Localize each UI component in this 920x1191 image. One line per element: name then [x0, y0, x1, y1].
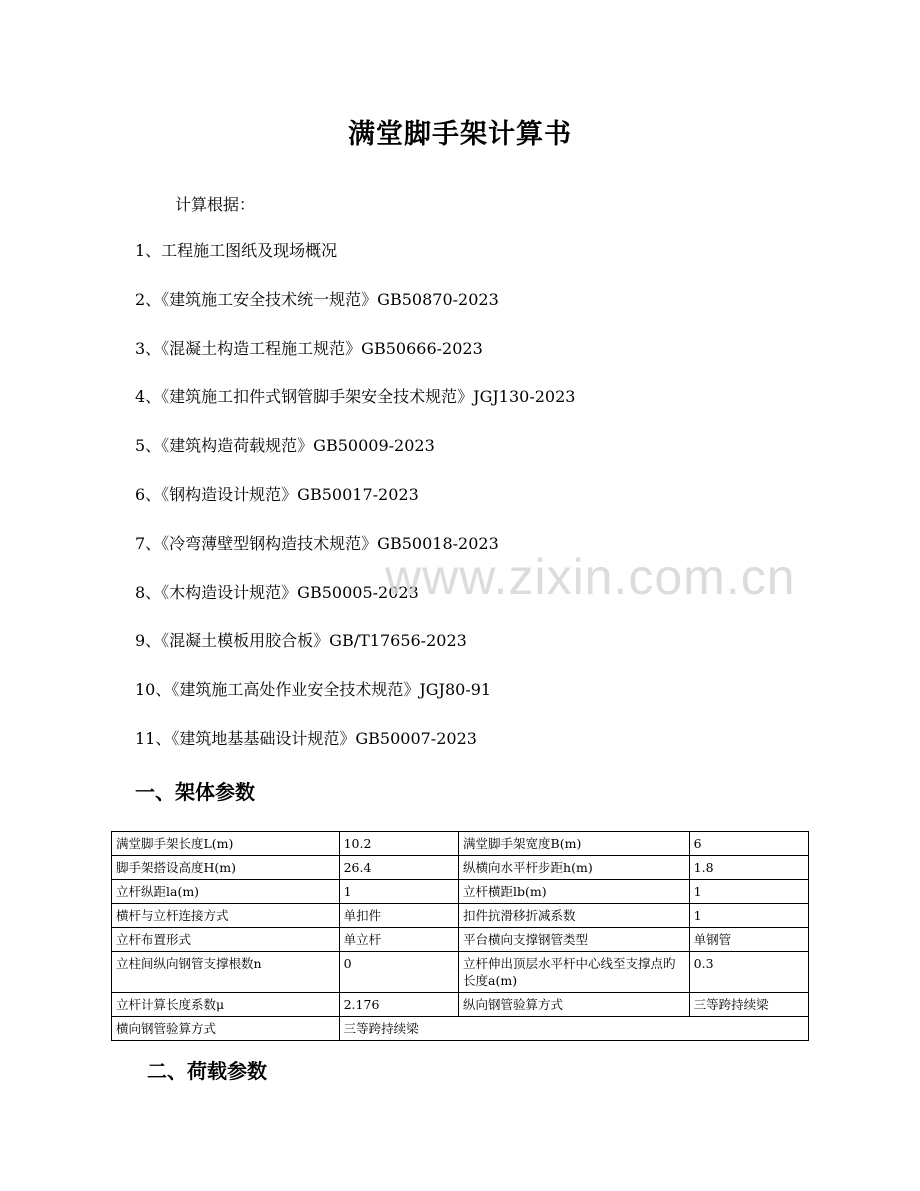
table-cell: 三等跨持续梁 — [339, 1017, 808, 1041]
section-heading-load-params: 二、荷载参数 — [147, 1059, 267, 1083]
table-row — [112, 856, 809, 880]
table-row — [112, 952, 809, 993]
table-cell: 满堂脚手架宽度B(m) — [459, 832, 690, 856]
table-cell: 扣件抗滑移折减系数 — [459, 904, 690, 928]
document-title: 满堂脚手架计算书 — [348, 119, 572, 150]
table-cell: 三等跨持续梁 — [689, 993, 808, 1017]
reference-item: 10、《建筑施工高处作业安全技术规范》JGJ80-91 — [135, 680, 492, 700]
table-cell: 立杆布置形式 — [112, 928, 340, 952]
table-cell: 6 — [689, 832, 808, 856]
table-cell: 立杆伸出顶层水平杆中心线至支撑点旳长度a(m) — [459, 952, 690, 993]
table-cell: 脚手架搭设高度H(m) — [112, 856, 340, 880]
reference-item: 4、《建筑施工扣件式钢管脚手架安全技术规范》JGJ130-2023 — [135, 387, 576, 407]
table-cell: 1 — [689, 880, 808, 904]
table-cell: 纵横向水平杆步距h(m) — [459, 856, 690, 880]
basis-label: 计算根据： — [175, 195, 256, 214]
table-cell: 单钢管 — [689, 928, 808, 952]
table-cell: 10.2 — [339, 832, 458, 856]
table-cell: 1 — [689, 904, 808, 928]
table-cell: 1.8 — [689, 856, 808, 880]
table-cell: 横向钢管验算方式 — [112, 1017, 340, 1041]
table-cell: 立柱间纵向钢管支撑根数n — [112, 952, 340, 993]
reference-item: 1、工程施工图纸及现场概况 — [135, 241, 338, 260]
reference-item: 5、《建筑构造荷载规范》GB50009-2023 — [135, 436, 435, 456]
table-row — [112, 993, 809, 1017]
table-cell: 0 — [339, 952, 458, 993]
reference-item: 3、《混凝土构造工程施工规范》GB50666-2023 — [135, 338, 483, 358]
frame-params-table — [111, 831, 809, 1041]
table-row — [112, 832, 809, 856]
table-cell: 单立杆 — [339, 928, 458, 952]
table-row — [112, 928, 809, 952]
table-cell: 26.4 — [339, 856, 458, 880]
table-cell: 1 — [339, 880, 458, 904]
table-cell: 2.176 — [339, 993, 458, 1017]
reference-list — [135, 240, 835, 777]
reference-item: 7、《冷弯薄壁型钢构造技术规范》GB50018-2023 — [135, 533, 499, 553]
table-cell: 纵向钢管验算方式 — [459, 993, 690, 1017]
table-cell: 立杆横距lb(m) — [459, 880, 690, 904]
table-cell: 平台横向支撑钢管类型 — [459, 928, 690, 952]
reference-item: 2、《建筑施工安全技术统一规范》GB50870-2023 — [135, 289, 499, 309]
table-cell: 横杆与立杆连接方式 — [112, 904, 340, 928]
table-cell: 立杆计算长度系数μ — [112, 993, 340, 1017]
watermark: www.zixin.com.cn — [385, 549, 796, 605]
table-cell: 立杆纵距la(m) — [112, 880, 340, 904]
reference-item: 9、《混凝土模板用胶合板》GB/T17656-2023 — [135, 631, 467, 651]
reference-item: 11、《建筑地基基础设计规范》GB50007-2023 — [135, 728, 477, 748]
table-row — [112, 1017, 809, 1041]
table-row — [112, 880, 809, 904]
reference-item: 6、《钢构造设计规范》GB50017-2023 — [135, 484, 419, 504]
table-cell: 0.3 — [689, 952, 808, 993]
section-heading-frame-params: 一、架体参数 — [135, 780, 255, 804]
table-cell: 单扣件 — [339, 904, 458, 928]
table-row — [112, 904, 809, 928]
reference-item: 8、《木构造设计规范》GB50005-2023 — [135, 582, 419, 602]
table-cell: 满堂脚手架长度L(m) — [112, 832, 340, 856]
